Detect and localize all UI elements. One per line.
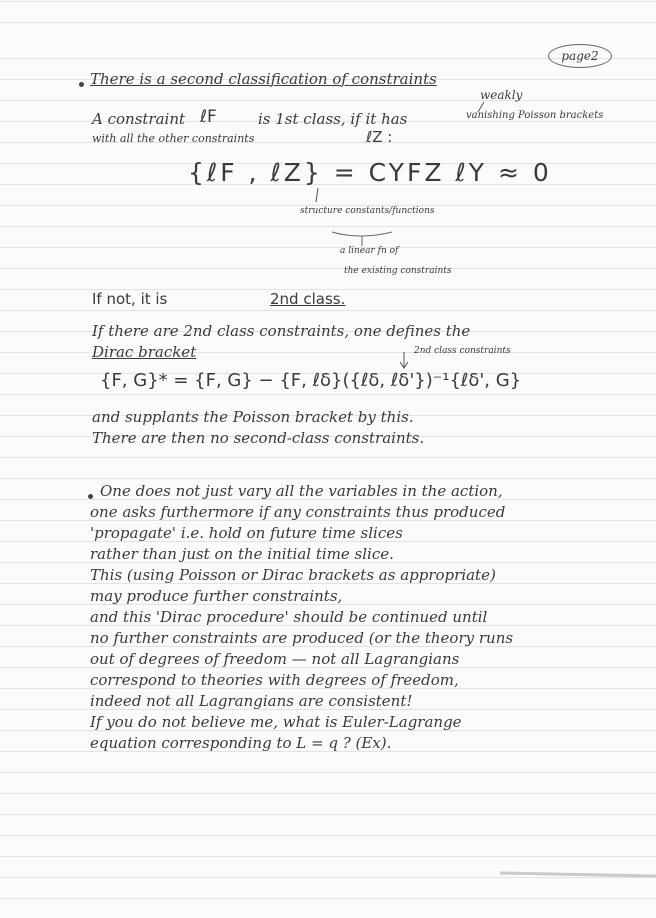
para-line-12: If you do not believe me, what is Euler-Lagrange bbox=[90, 713, 462, 731]
then-line: There are then no second-class constraints. bbox=[92, 429, 425, 447]
supplant-line: and supplants the Poisson bracket by this. bbox=[92, 408, 414, 426]
para-line-5: This (using Poisson or Dirac brackets as appropriate) bbox=[90, 566, 496, 584]
symbol-f: ℓF bbox=[200, 107, 217, 127]
weakly-label: weakly bbox=[480, 88, 523, 102]
para-line-3: 'propagate' i.e. hold on future time slices bbox=[90, 524, 403, 542]
para-line-4: rather than just on the initial time slice. bbox=[90, 545, 394, 563]
para-line-7: and this 'Dirac procedure' should be continued until bbox=[90, 608, 488, 626]
equation-poisson-bracket: {ℓF , ℓZ} = CYFZ ℓY ≈ 0 bbox=[188, 158, 552, 187]
heading: There is a second classification of constraints bbox=[90, 70, 437, 88]
def-line1-b: is 1st class, if it has bbox=[258, 110, 408, 128]
def-line1-c: vanishing Poisson brackets bbox=[466, 110, 604, 121]
not-line-a: If not, it is bbox=[92, 290, 168, 308]
para-line-6: may produce further constraints, bbox=[90, 587, 343, 605]
equation-dirac-bracket: {F, G}* = {F, G} − {F, ℓδ}({ℓδ, ℓδ'})⁻¹{ℓδ', G} bbox=[100, 370, 522, 391]
second-class-note: 2nd class constraints bbox=[414, 346, 511, 356]
linear-note-1: a linear fn of bbox=[340, 246, 399, 256]
dirac-line2: Dirac bracket bbox=[92, 343, 197, 361]
para-line-10: correspond to theories with degrees of freedom, bbox=[90, 671, 459, 689]
para-line-2: one asks furthermore if any constraints thus produced bbox=[90, 503, 506, 521]
symbol-z: ℓZ : bbox=[366, 128, 393, 146]
page-label: page2 bbox=[548, 44, 612, 68]
not-line-b: 2nd class. bbox=[270, 290, 346, 308]
def-line2: with all the other constraints bbox=[92, 132, 255, 145]
para-line-8: no further constraints are produced (or the theory runs bbox=[90, 629, 514, 647]
structure-note: structure constants/functions bbox=[300, 206, 435, 216]
linear-note-2: the existing constraints bbox=[344, 266, 452, 276]
para-line-9: out of degrees of freedom — not all Lagrangians bbox=[90, 650, 460, 668]
scan-shadow bbox=[500, 873, 656, 876]
def-line1-a: A constraint bbox=[92, 110, 186, 128]
approx-brace bbox=[332, 232, 392, 236]
structure-arrow bbox=[316, 188, 318, 202]
para-line-13: equation corresponding to L = q ? (Ex). bbox=[90, 734, 392, 752]
weakly-insert-arrow bbox=[478, 102, 484, 112]
dirac-line1: If there are 2nd class constraints, one defines the bbox=[92, 322, 471, 340]
para-line-1: One does not just vary all the variables in the action, bbox=[100, 482, 503, 500]
para-line-11: indeed not all Lagrangians are consistent! bbox=[90, 692, 413, 710]
